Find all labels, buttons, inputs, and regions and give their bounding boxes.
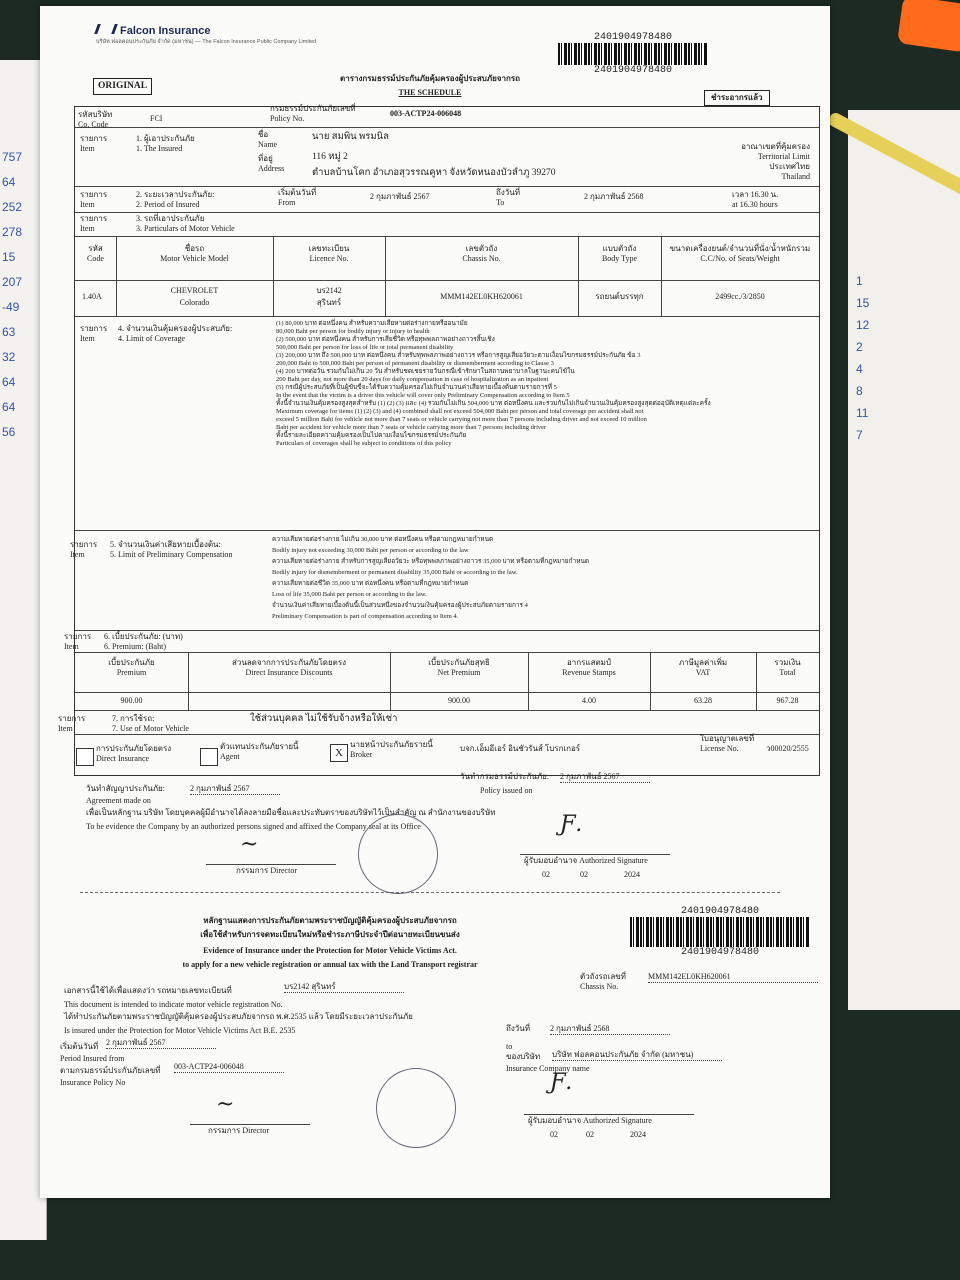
compensation-line: Preliminary Compensation is part of compensation according to Item 4. bbox=[272, 613, 459, 620]
licence-province: สุรินทร์ bbox=[316, 298, 342, 307]
schedule-title-en: THE SCHEDULE bbox=[398, 88, 462, 97]
premium-value: 900.00 bbox=[120, 696, 143, 705]
evidence-en: To be evidence the Company by an authorized persons signed and affixed the Company seal at its Office bbox=[86, 822, 421, 831]
desk-number: 15 bbox=[2, 250, 16, 264]
orange-highlighter bbox=[897, 0, 960, 53]
evidence-from-en: Period Insured from bbox=[60, 1054, 125, 1063]
barcode-number-repeat: 2401904978480 bbox=[680, 947, 759, 958]
item1-label: รายการ Item bbox=[80, 134, 108, 153]
authorized-signature-label: ผู้รับมอบอำนาจ Authorized Signature bbox=[524, 856, 648, 865]
desk-number: 32 bbox=[2, 350, 16, 364]
vehicle-column-header: แบบตัวถัง Body Type bbox=[601, 244, 638, 263]
insurance-document bbox=[40, 6, 830, 1198]
evidence-reg-no: บร2142 สุรินทร์ bbox=[284, 982, 404, 993]
desk-number: 64 bbox=[2, 175, 16, 189]
territorial-limit: อาณาเขตที่คุ้มครอง Territorial Limit ประเทศไทย Thailand bbox=[741, 142, 810, 181]
coverage-line: 200,000 Baht to 500,000 Baht per person of permanent disability or dismemberment according to Clause 3 bbox=[276, 360, 554, 367]
evidence-chassis: MMM142EL0KH620061 bbox=[648, 972, 818, 983]
barcode-bottom bbox=[630, 906, 810, 958]
evidence-company-en: Insurance Company name bbox=[506, 1064, 590, 1073]
item2-label: รายการ Item bbox=[80, 190, 108, 209]
evidence-to-label: ถึงวันที่ bbox=[506, 1024, 530, 1033]
compensation-line: ความเสียหายต่อร่างกาย สำหรับการสูญเสียอวัยวะ หรือทุพพลภาพอย่างถาวร 35,000 บาท หรือตามที่กฎหมายกำหนด bbox=[272, 558, 590, 565]
barcode-bars bbox=[558, 43, 708, 65]
company-code: FCI bbox=[150, 114, 163, 123]
evidence-insured-th: ได้ทำประกันภัยตามพระราชบัญญัติคุ้มครองผู้ประสบภัยจากรถ พ.ศ.2535 แล้ว โดยมีระยะเวลาประกันภัย bbox=[64, 1012, 413, 1021]
from-label: เริ่มต้นวันที่ From bbox=[278, 188, 317, 207]
desk-number: 63 bbox=[2, 325, 16, 339]
row-divider bbox=[75, 280, 819, 281]
evidence-sig-month: 02 bbox=[586, 1130, 594, 1139]
policy-issued-label: วันทำกรมธรรม์ประกันภัย: bbox=[460, 772, 550, 781]
item3-title: 3. รถที่เอาประกันภัย 3. Particulars of Motor Vehicle bbox=[136, 214, 235, 233]
evidence-company-label: ของบริษัท bbox=[506, 1052, 541, 1061]
agent-checkbox[interactable] bbox=[200, 748, 218, 766]
signature-line bbox=[206, 864, 336, 865]
direct-insurance-label: การประกันภัยโดยตรง Direct Insurance bbox=[96, 744, 172, 763]
agreement-date: 2 กุมภาพันธ์ 2567 bbox=[190, 784, 280, 795]
vehicle-model: CHEVROLET bbox=[170, 286, 219, 295]
address-line1: 116 หมู่ 2 bbox=[312, 152, 348, 162]
evidence-from-date: 2 กุมภาพันธ์ 2567 bbox=[106, 1038, 216, 1049]
coverage-line: Particulars of coverages shall be subject to conditions of this policy bbox=[276, 440, 452, 447]
coverage-line: (1) 80,000 บาท ต่อหนึ่งคน สำหรับความเสียหายต่อร่างกายหรืออนามัย bbox=[276, 320, 468, 327]
tear-line bbox=[80, 892, 780, 893]
premium-value: 967.28 bbox=[776, 696, 799, 705]
divider bbox=[75, 236, 819, 237]
coverage-line: (3) 200,000 บาท ถึง 500,000 บาท ต่อหนึ่งคน สำหรับทุพพลภาพอย่างถาวร หรือการสูญเสียอวัยวะตามเงื่อนไขกรมธรรม์ประกันภัย ข้อ 3 bbox=[276, 352, 641, 359]
item2-title: 2. ระยะเวลาประกันภัย: 2. Period of Insured bbox=[136, 190, 215, 209]
policy-issued-date: 2 กุมภาพันธ์ 2567 bbox=[560, 772, 650, 783]
direct-insurance-checkbox[interactable] bbox=[76, 748, 94, 766]
compensation-line: Loss of life 35,000 Baht per person or according to the law. bbox=[272, 591, 427, 598]
coverage-line: exceed 5 million Baht for vehicle not more than 7 seats or vehicle carrying not more than 7 persons including driver and not exceed 10 million bbox=[276, 416, 647, 423]
coverage-text bbox=[276, 320, 796, 448]
director-label: กรรมการ Director bbox=[236, 866, 297, 875]
compensation-line: จำนวนเงินค่าเสียหายเบื้องต้นนี้เป็นส่วนหนึ่งของจำนวนเงินคุ้มครองผู้ประสบภัยตามรายการ 4 bbox=[272, 602, 528, 609]
engine-seats-weight: 2499cc./3/2850 bbox=[715, 292, 765, 301]
premium-value: 900.00 bbox=[448, 696, 470, 705]
row-divider bbox=[75, 692, 819, 693]
item7-label: รายการ Item bbox=[58, 714, 86, 733]
premium-column-header: รวมเงิน Total bbox=[774, 658, 801, 677]
divider bbox=[75, 630, 819, 631]
company-address-block: บริษัท ฟอลคอนประกันภัย จำกัด (มหาชน) — The Falcon Insurance Public Company Limited bbox=[96, 39, 317, 45]
premium-column-header: ภาษีมูลค่าเพิ่ม VAT bbox=[678, 658, 728, 677]
item3-label: รายการ Item bbox=[80, 214, 108, 233]
evidence-to-en: to bbox=[506, 1042, 513, 1051]
desk-number: 7 bbox=[856, 428, 863, 442]
evidence-to-date: 2 กุมภาพันธ์ 2568 bbox=[550, 1024, 670, 1035]
item7-title: 7. การใช้รถ: 7. Use of Motor Vehicle bbox=[112, 714, 189, 733]
premium-column-header: ส่วนลดจากการประกันภัยโดยตรง Direct Insurance Discounts bbox=[231, 658, 347, 677]
chassis-number: MMM142EL0KH620061 bbox=[440, 292, 523, 301]
agent-label: ตัวแทนประกันภัยรายนี้ Agent bbox=[220, 742, 299, 761]
evidence-sig-year: 2024 bbox=[630, 1130, 646, 1139]
policy-number: 003-ACTP24-006048 bbox=[390, 109, 462, 118]
company-name: Falcon Insurance bbox=[120, 25, 211, 37]
agreement-made-en: Agreement made on bbox=[86, 796, 151, 805]
desk-number: 64 bbox=[2, 400, 16, 414]
address-label: ที่อยู่ Address bbox=[258, 154, 285, 173]
evidence-doc-th: เอกสารนี้ใช้ได้เพื่อแสดงว่า รถหมายเลขทะเบียนที่ bbox=[64, 986, 232, 995]
address-line2: ตำบลบ้านโคก อำเภอสุวรรณคูหา จังหวัดหนองบัวลำภู 39270 bbox=[312, 168, 556, 178]
insured-name: นาย สมพิน พรมนิล bbox=[312, 132, 389, 142]
premium-value: 4.00 bbox=[582, 696, 596, 705]
evidence-authorized-label: ผู้รับมอบอำนาจ Authorized Signature bbox=[528, 1116, 652, 1125]
desk-number: 2 bbox=[856, 340, 863, 354]
evidence-doc-en: This document is intended to indicate motor vehicle registration No. bbox=[64, 1000, 283, 1009]
premium-value: 63.28 bbox=[694, 696, 712, 705]
paid-stamp-badge: ชำระอากรแล้ว bbox=[704, 90, 770, 106]
divider bbox=[75, 316, 819, 317]
to-date: 2 กุมภาพันธ์ 2568 bbox=[584, 192, 644, 201]
divider bbox=[75, 127, 819, 128]
time: เวลา 16.30 น. at 16.30 hours bbox=[732, 190, 779, 209]
falcon-icon bbox=[381, 835, 415, 865]
desk-notebook-right bbox=[848, 110, 960, 1010]
evidence-th: เพื่อเป็นหลักฐาน บริษัท โดยบุคคลผู้มีอำนาจได้ลงลายมือชื่อและประทับตราของบริษัทไว้เป็นสำคัญ ณ สำนักงานของบริษัท bbox=[86, 808, 496, 817]
license-number: ว00020/2555 bbox=[766, 744, 809, 753]
evidence-title-th1: หลักฐานแสดงการประกันภัยตามพระราชบัญญัติคุ้มครองผู้ประสบภัยจากรถ bbox=[203, 916, 457, 925]
vehicle-column-header: เลขทะเบียน Licence No. bbox=[308, 244, 350, 263]
falcon-icon bbox=[94, 24, 118, 34]
desk-number: 278 bbox=[2, 225, 23, 239]
sig-month: 02 bbox=[580, 870, 588, 879]
barcode-number: 2401904978480 bbox=[680, 906, 759, 917]
premium-column-header: อากรแสตมป์ Revenue Stamps bbox=[562, 658, 616, 677]
evidence-authorized-signature: Ƒ. bbox=[550, 1070, 573, 1095]
coverage-line: Maximum coverage for items (1) (2) (3) and (4) combined shall not exceed 504,000 Baht per person and total coverage per accident shall not bbox=[276, 408, 644, 415]
evidence-policy-no: 003-ACTP24-006048 bbox=[174, 1062, 284, 1073]
evidence-insured-en: Is insured under the Protection for Motor Vehicle Victims Act B.E. 2535 bbox=[64, 1026, 296, 1035]
falcon-icon bbox=[399, 1089, 433, 1119]
broker-name: บจก.เอ็มอีเอร์ อินชัวรันส์ โบรกเกอร์ bbox=[460, 744, 581, 753]
barcode-top bbox=[558, 32, 708, 76]
vehicle-model-line2: Colorado bbox=[179, 298, 210, 307]
compensation-line: ความเสียหายต่อชีวิต 35,000 บาท ต่อหนึ่งคน หรือตามที่กฎหมายกำหนด bbox=[272, 580, 469, 587]
director-signature: ~ bbox=[240, 832, 259, 857]
vehicle-column-header: ชื่อรถ Motor Vehicle Model bbox=[160, 244, 229, 263]
vehicle-column-header: ขนาดเครื่องยนต์/จำนวนที่นั่ง/น้ำหนักรวม C.C/No. of Seats/Weight bbox=[669, 244, 811, 263]
desk-number: 252 bbox=[2, 200, 23, 214]
desk-number: 4 bbox=[856, 362, 863, 376]
desk-number: 207 bbox=[2, 275, 23, 289]
to-label: ถึงวันที่ To bbox=[496, 188, 520, 207]
compensation-line: Bodily injury for dismemberment or permanent disability 35,000 Baht or according to the law. bbox=[272, 569, 518, 576]
coverage-line: (5) กรณีผู้ประสบภัยที่เป็นผู้ขับขี่จะได้รับความคุ้มครองไม่เกินจำนวนค่าเสียหายเบื้องต้นตามรายการที่ 5 bbox=[276, 384, 557, 391]
evidence-from-label: เริ่มต้นวันที่ bbox=[60, 1042, 99, 1051]
coverage-line: In the event that the victim is a driver this vehicle will cover only Preliminary Compensation according to Item 5 bbox=[276, 392, 570, 399]
desk-number: 64 bbox=[2, 375, 16, 389]
evidence-director-label: กรรมการ Director bbox=[208, 1126, 269, 1135]
evidence-title-en2: to apply for a new vehicle registration or annual tax with the Land Transport registrar bbox=[182, 960, 478, 969]
desk-number: 12 bbox=[856, 318, 870, 332]
evidence-policy-en: Insurance Policy No bbox=[60, 1078, 126, 1087]
evidence-company-seal bbox=[376, 1068, 456, 1148]
desk-number: 15 bbox=[856, 296, 870, 310]
item5-label: รายการ Item bbox=[70, 540, 98, 559]
compensation-line: ความเสียหายต่อร่างกาย ไม่เกิน 30,000 บาท ต่อหนึ่งคน หรือตามกฎหมายกำหนด bbox=[272, 536, 494, 543]
row-divider bbox=[75, 710, 819, 711]
license-label: ใบอนุญาตเลขที่ License No. bbox=[700, 734, 755, 753]
coverage-line: 80,000 Baht per person for bodily injury or injury to health bbox=[276, 328, 430, 335]
evidence-policy-label: ตามกรมธรรม์ประกันภัยเลขที่ bbox=[60, 1066, 161, 1075]
schedule-title-th: ตารางกรมธรรม์ประกันภัยคุ้มครองผู้ประสบภัยจากรถ bbox=[340, 74, 520, 83]
agreement-made-label: วันทำสัญญาประกันภัย: bbox=[86, 784, 165, 793]
evidence-title-en1: Evidence of Insurance under the Protection for Motor Vehicle Victims Act. bbox=[203, 946, 457, 955]
premium-column-header: เบี้ยประกันภัย Premium bbox=[108, 658, 155, 677]
item5-title: 5. จำนวนเงินค่าเสียหายเบื้องต้น: 5. Limit of Preliminary Compensation bbox=[110, 540, 233, 559]
item6-title: 6. เบี้ยประกันภัย: (บาท) 6. Premium: (Baht) bbox=[104, 632, 183, 651]
from-date: 2 กุมภาพันธ์ 2567 bbox=[370, 192, 430, 201]
item4-title: 4. จำนวนเงินคุ้มครองผู้ประสบภัย: 4. Limit of Coverage bbox=[118, 324, 233, 343]
authorized-signature: Ƒ. bbox=[560, 812, 583, 837]
divider bbox=[75, 212, 819, 213]
coverage-line: ทั้งนี้รายละเอียดความคุ้มครองเป็นไปตามเงื่อนไขกรมธรรม์ประกันภัย bbox=[276, 432, 467, 439]
desk-number: 11 bbox=[856, 406, 869, 420]
barcode-bars bbox=[630, 917, 810, 947]
vehicle-code: 1.40A bbox=[82, 292, 102, 301]
broker-label: นายหน้าประกันภัยรายนี้ Broker bbox=[350, 740, 433, 759]
company-logo bbox=[96, 24, 210, 37]
policy-no-label: กรมธรรม์ประกันภัยเลขที่ Policy No. bbox=[270, 104, 356, 123]
sig-day: 02 bbox=[542, 870, 550, 879]
vehicle-use: ใช้ส่วนบุคคล ไม่ใช้รับจ้างหรือให้เช่า bbox=[250, 714, 398, 724]
policy-issued-en: Policy issued on bbox=[480, 786, 533, 795]
coverage-line: (4) 200 บาทต่อวัน รวมกันไม่เกิน 20 วัน สำหรับชดเชยรายวันกรณีเข้ารักษาในสถานพยาบาลในฐานะคนไข้ใน bbox=[276, 368, 575, 375]
item6-label: รายการ Item bbox=[64, 632, 92, 651]
desk-number: 8 bbox=[856, 384, 863, 398]
original-badge: ORIGINAL bbox=[93, 78, 152, 95]
signature-line bbox=[524, 1114, 694, 1115]
compensation-text bbox=[272, 534, 792, 622]
evidence-director-signature: ~ bbox=[216, 1092, 235, 1117]
divider bbox=[75, 530, 819, 531]
premium-column-header: เบี้ยประกันภัยสุทธิ Net Premium bbox=[428, 658, 490, 677]
item4-label: รายการ Item bbox=[80, 324, 108, 343]
evidence-chassis-label: ตัวถังรถเลขที่ Chassis No. bbox=[580, 972, 626, 991]
name-label: ชื่อ Name bbox=[258, 130, 278, 149]
signature-line bbox=[190, 1124, 310, 1125]
vehicle-column-header: รหัส Code bbox=[87, 244, 104, 263]
coverage-line: (2) 500,000 บาท ต่อหนึ่งคน สำหรับการเสียชีวิต หรือทุพพลภาพอย่างถาวรสิ้นเชิง bbox=[276, 336, 495, 343]
coverage-line: ทั้งนี้จำนวนเงินคุ้มครองสูงสุดสำหรับ (1) (2) (3) และ (4) รวมกันไม่เกิน 504,000 บาท ต่อหนึ่งคน และรวมกันไม่เกินจำนวนเงินคุ้มครองสูงสุดต่ออุบัติเหตุแต่ละครั้ง bbox=[276, 400, 711, 407]
divider bbox=[75, 186, 819, 187]
coverage-line: Baht per accident for vehicle more than 7 seats or vehicle carrying more than 7 persons including driver bbox=[276, 424, 547, 431]
compensation-line: Bodily injury not exceeding 30,000 Baht per person or according to the law bbox=[272, 547, 469, 554]
signature-line bbox=[520, 854, 670, 855]
evidence-sig-day: 02 bbox=[550, 1130, 558, 1139]
body-type: รถยนต์บรรทุก bbox=[595, 292, 644, 301]
vehicle-column-header: เลขตัวถัง Chassis No. bbox=[462, 244, 501, 263]
company-seal-stamp bbox=[358, 814, 438, 894]
evidence-company-name: บริษัท ฟอลคอนประกันภัย จำกัด (มหาชน) bbox=[552, 1050, 722, 1061]
licence-number: บร2142 bbox=[316, 286, 342, 295]
desk-number: 56 bbox=[2, 425, 16, 439]
broker-checkbox[interactable]: X bbox=[330, 744, 348, 762]
evidence-title-th2: เพื่อใช้สำหรับการจดทะเบียนใหม่หรือชำระภาษีประจำปีต่อนายทะเบียนขนส่ง bbox=[200, 930, 460, 939]
barcode-number: 2401904978480 bbox=[593, 32, 672, 43]
desk-number: -49 bbox=[2, 300, 20, 314]
barcode-number-repeat: 2401904978480 bbox=[593, 65, 672, 76]
item1-title: 1. ผู้เอาประกันภัย 1. The Insured bbox=[136, 134, 195, 153]
coverage-line: 200 Baht per day, not more than 20 days for daily compensation in case of hospitalization as an inpatient bbox=[276, 376, 549, 383]
sig-year: 2024 bbox=[624, 870, 640, 879]
company-code-label: รหัสบริษัท Co. Code bbox=[78, 110, 113, 129]
desk-number: 1 bbox=[856, 274, 863, 288]
divider bbox=[75, 652, 819, 653]
coverage-line: 500,000 Baht per person for loss of life or total permanent disability bbox=[276, 344, 454, 351]
desk-number: 757 bbox=[2, 150, 23, 164]
